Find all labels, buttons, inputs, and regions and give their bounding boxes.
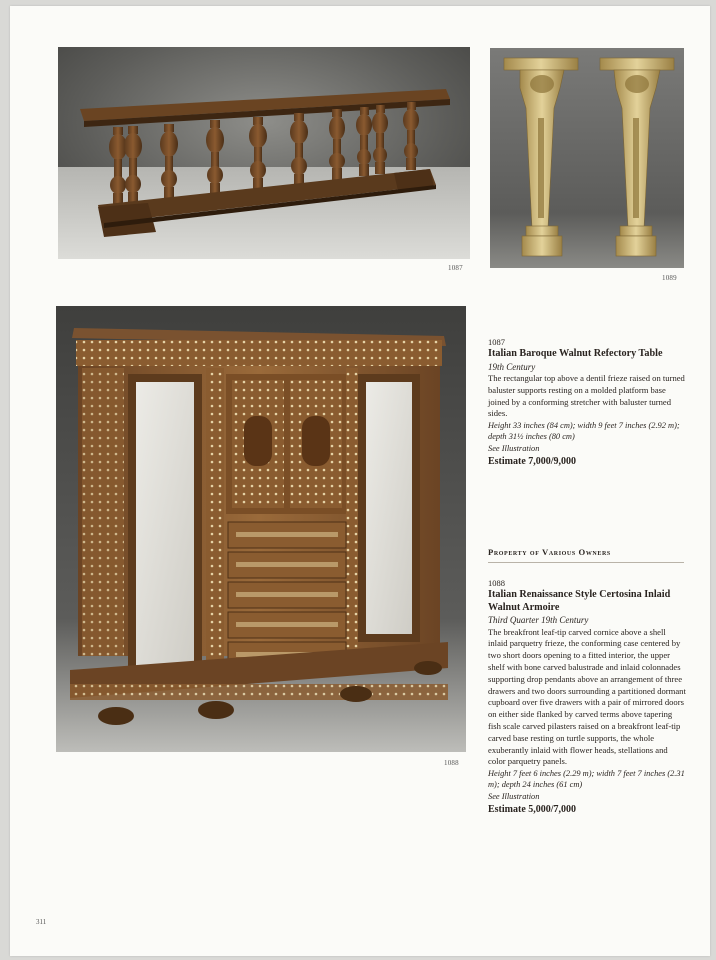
pedestals-lot-number: 1089 (662, 274, 677, 282)
lot-illustration-note: See Illustration (488, 791, 540, 801)
lot-dimensions: Height 33 inches (84 cm); width 9 feet 7 inches (2.92 m); depth 31½ inches (80 cm) (488, 421, 680, 442)
lot-number: 1087 (488, 337, 505, 347)
lot-estimate: Estimate 5,000/7,000 (488, 803, 577, 815)
lot-dimensions: Height 7 feet 6 inches (2.29 m); width 7 feet 7 inches (2.31 m); depth 24 inches (61 cm) (488, 769, 685, 790)
lot-period: Third Quarter 19th Century (488, 615, 589, 626)
lot-title: Italian Baroque Walnut Refectory Table (488, 348, 663, 360)
lot-1088-entry (488, 577, 686, 816)
armoire-lot-number: 1088 (444, 759, 459, 767)
table-lot-number: 1087 (448, 264, 463, 272)
pedestals-photo (490, 48, 684, 268)
table-photo (58, 47, 470, 259)
section-heading: Property of Various Owners (488, 547, 611, 557)
lot-estimate: Estimate 7,000/9,000 (488, 455, 577, 467)
lot-title: Italian Renaissance Style Certosina Inlaid Walnut Armoire (488, 589, 671, 613)
lot-number: 1088 (488, 578, 505, 588)
lot-period: 19th Century (488, 361, 536, 372)
lot-description: The rectangular top above a dentil frieze raised on turned baluster supports resting on a molded platform base joined by a conforming stretcher with baluster turned sides. (488, 373, 685, 419)
lot-1087-entry (488, 336, 686, 468)
armoire-photo (56, 306, 466, 752)
lot-description: The breakfront leaf-tip carved cornice above a shell inlaid parquetry frieze, the conforming case centered by two short doors opening to a fitted interior, the upper shelf with bone carved balustrade and inlaid colonnades supporting drop pendants above an arrangement of three drawers and two doors surrounding a partitioned dormant cupboard over five drawers with a pair of mirrored doors on either side flanked by carved terms above tapering fish scale carved pilasters raised on a breakfront leaf-tip carved base resting on turtle supports, the whole exuberantly inlaid with flower heads, stellations and color parquetry panels. (488, 626, 686, 767)
page-number: 311 (36, 918, 47, 926)
section-divider (488, 562, 684, 563)
lot-illustration-note: See Illustration (488, 443, 540, 453)
